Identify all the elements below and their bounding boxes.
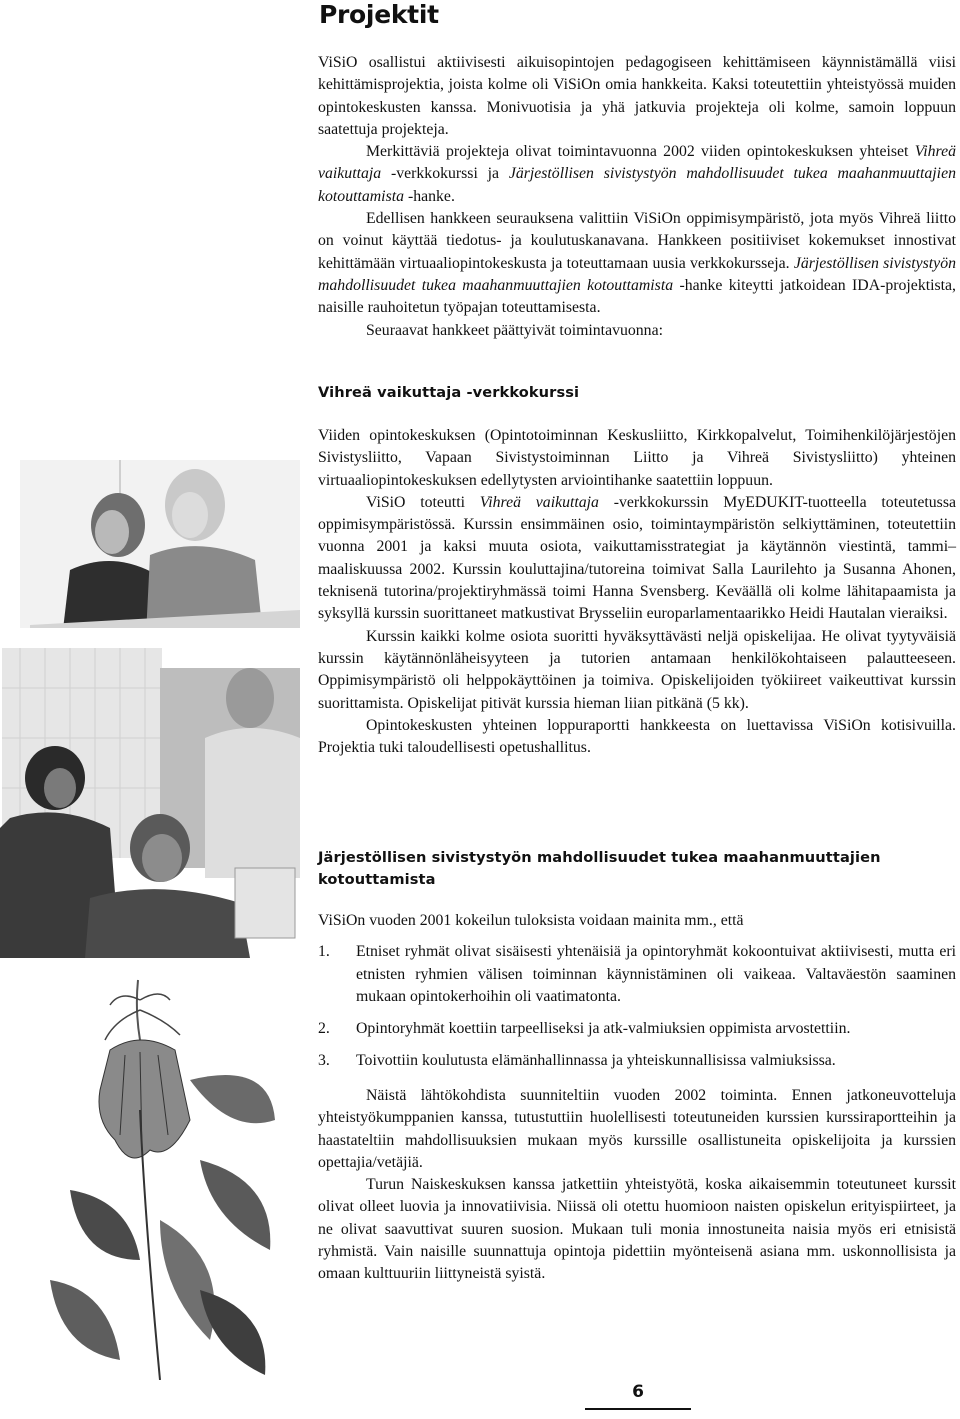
section-2-text <box>318 910 956 1083</box>
section-1-paragraph-4: Opintokeskusten yhteinen loppuraportti hankkeesta on luettavissa ViSiOn kotisivuilla. Projektia tuki taloudellisesti opetushallitus. <box>318 716 956 757</box>
intro-paragraph-4: Seuraavat hankkeet päättyivät toimintavuonna: <box>366 321 663 339</box>
section-1-paragraph-2: ViSiO toteutti Vihreä vaikuttaja -verkkokurssin MyEDUKIT-tuotteella toteutetussa oppimisympäristössä. Kurssin ensimmäinen osio, toimintaympäristön selkiyttäminen, toteutettiin vuonna 2001 ja kaksi muuta osiota, vaikuttamisstrategiat ja käytännön viestintä, tammi–maaliskuussa 2002. Kurssin kouluttajina/tutoreina toimivat Salla Laurilehto ja Susanna Ahonen, teknisenä tutorina/projektiryhmässä toimi Hanna Svensberg. Keväällä oli kolme lähitapaamista ja syksyllä kurssin suorittaneet matkustivat Brysseliin europarlamentaarikko Heidi Hautalan vieraiksi. <box>318 493 956 623</box>
results-list <box>318 941 956 1072</box>
section-2-paragraph-1: Näistä lähtökohdista suunniteltiin vuoden 2002 toiminta. Ennen jatkoneuvotteluja yhteistyökumppanien kanssa, tutustuttiin huolellisesti toteutuneiden kurssien kurssiraportteihin ja haastateltiin mahdollisuuksien mukaan myös kurssille osallistuneita opiskelijoita ja kurssien opettajia/vetäjiä. <box>318 1087 956 1171</box>
photo-two-women <box>0 460 300 655</box>
list-item: 1. Etniset ryhmät olivat sisäisesti yhtenäisiä ja opintoryhmät kokoontuivat aktiivisesti, mutta eri etnisten ryhmien välisen toiminnan käynnistäminen oli vaikeaa. Valtaväestön saaminen mukaan opintokerhoihin oli vaatimatonta. <box>318 943 956 1005</box>
photo-flower-plant <box>40 960 280 1380</box>
section-1-paragraph-1: Viiden opintokeskuksen (Opintotoiminnan Keskusliitto, Kirkkopalvelut, Toimihenkilöjärjestöjen Sivistysliitto, Vapaan Sivistystoiminnan Liitto ja Vihreä Sivistysliitto) yhteinen virtuaaliopintokeskuksen edellytysten arviointihanke saatettiin loppuun. <box>318 427 956 489</box>
section-2-paragraph-2: Turun Naiskeskuksen kanssa jatkettiin yhteistyötä, koska aikaisemmin toteutuneet kurssit olivat olleet luovia ja innovatiivisia. Niissä oli otettu huomioon naisten opiskelun erityispiirteet, ja ne olivat saavuttivat suuren suosion. Mukaan tuli monia innostuneita naisia myös eri etnisistä ryhmistä. Vain naisille suunnattuja opintoja pidettiin myönteisenä asiana mm. uskonnollisista ja omaan kulttuuriin liittyneistä syistä. <box>318 1176 956 1283</box>
section-heading-vihrea-vaikuttaja: Vihreä vaikuttaja -verkkokurssi <box>318 384 580 401</box>
page-title: Projektit <box>319 0 439 29</box>
section-1-text <box>318 425 956 759</box>
section-2-intro: ViSiOn vuoden 2001 kokeilun tuloksista voidaan mainita mm., että <box>318 912 744 929</box>
intro-paragraph-2: Merkittäviä projekteja olivat toimintavuonna 2002 viiden opintokeskuksen yhteiset Vihreä vaikuttaja -verkkokurssi ja Järjestöllisen sivistystyön mahdollisuudet tukea maahanmuuttajien kotouttamista -hanke. <box>318 143 956 205</box>
photo-computer-group <box>0 628 300 958</box>
intro-paragraph-1: ViSiO osallistui aktiivisesti aikuisopintojen pedagogiseen kehittämiseen käynnistämällä viisi kehittämisprojektia, joista kolme oli ViSiOn omia hankkeita. Kaksi toteutettiin yhteistyössä muiden opintokeskusten kanssa. Monivuotisia ja yhä jatkuvia projekteja oli kolme, samoin loppuun saatettuja projekteja. <box>318 54 956 138</box>
page-number: 6 <box>632 1382 644 1402</box>
list-item: 3. Toivottiin koulutusta elämänhallinnassa ja yhteiskunnallisissa valmiuksissa. <box>318 1052 836 1070</box>
section-2-continued <box>318 1085 956 1286</box>
intro-paragraph-3: Edellisen hankkeen seurauksena valittiin ViSiOn oppimisympäristö, jota myös Vihreä liitto on voinut käyttää tiedotus- ja koulutuskanavana. Hankkeen positiiviset kokemukset innostivat kehittämään virtuaaliopintokeskusta ja toteuttamaan uusia verkkokursseja. Järjestöllisen sivistystyön mahdollisuudet tukea maahanmuuttajien kotouttamista -hanke kiteytti jatkoidean IDA-projektista, naisille rauhoitetun työpajan toteuttamisesta. <box>318 210 956 317</box>
list-item: 2. Opintoryhmät koettiin tarpeelliseksi ja atk-valmiuksien oppimista arvostettiin. <box>318 1020 851 1038</box>
footer-rule <box>585 1408 691 1410</box>
intro-text <box>318 52 956 342</box>
section-heading-kotouttaminen: Järjestöllisen sivistystyön mahdollisuudet tukea maahanmuuttajien kotouttamista <box>318 849 881 888</box>
section-1-paragraph-3: Kurssin kaikki kolme osiota suoritti hyväksyttävästi neljä opiskelijaa. He olivat tyytyväisiä kurssin käytännönläheisyyteen ja tutorien antamaan henkilökohtaiseen palautteeseen. Oppimisympäristö oli helppokäyttöinen ja toimiva. Opiskelijoiden työkiireet vaikeuttivat kurssin suorittamista. Opiskelijat pitivät kurssia hieman liian pitkänä (5 kk). <box>318 627 956 712</box>
